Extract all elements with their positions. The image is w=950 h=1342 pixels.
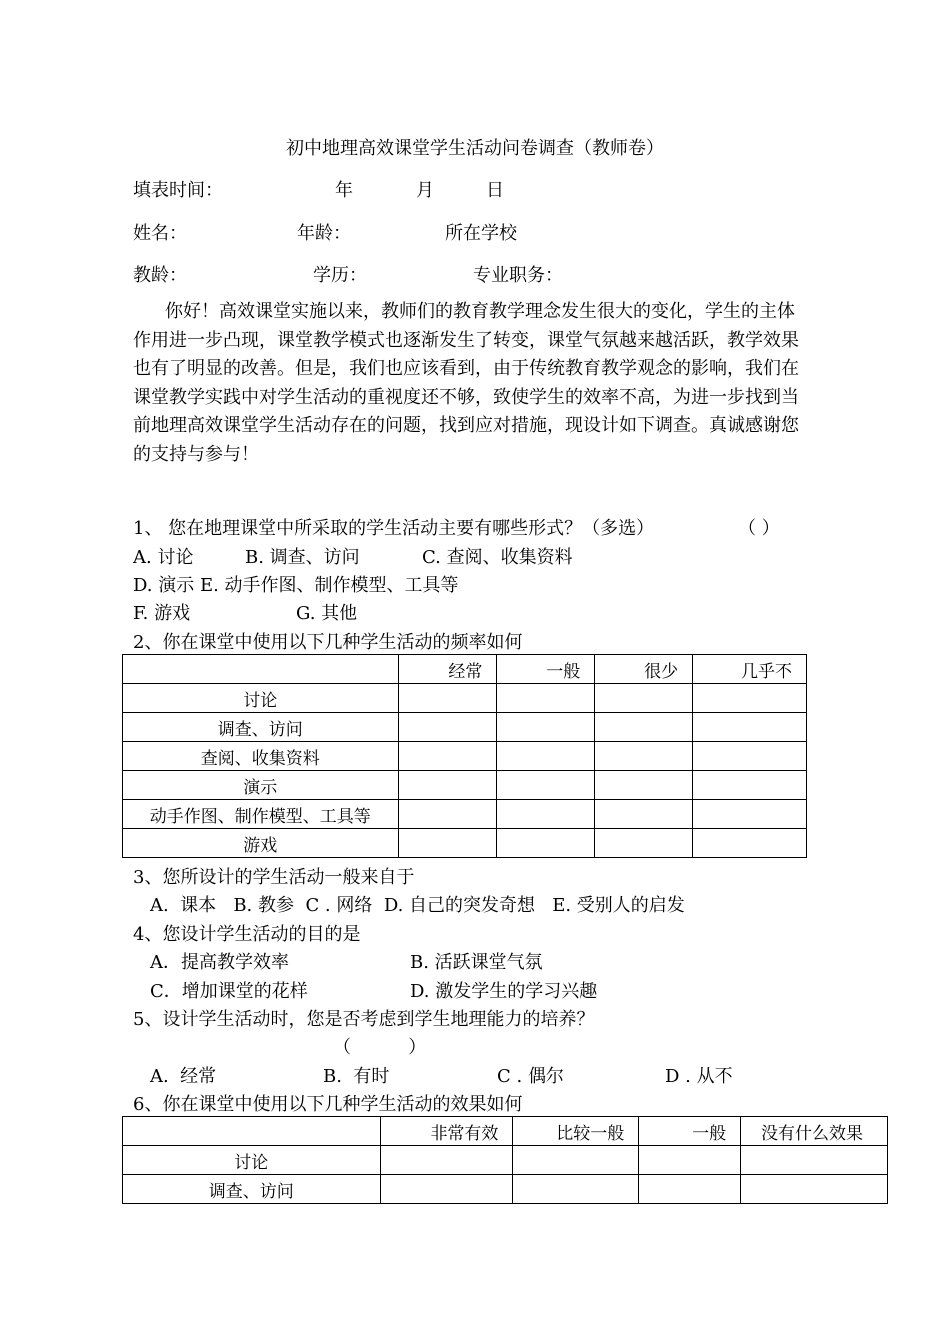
answer-cell[interactable] <box>595 800 693 829</box>
q4-option-a: A．提高教学效率 <box>150 952 289 973</box>
answer-cell[interactable] <box>595 829 693 858</box>
education-label: 学历： <box>313 265 367 286</box>
q1-option-f: F. 游戏 <box>133 603 191 624</box>
table-header-cell: 很少 <box>595 655 693 684</box>
table-header-row <box>123 1117 888 1146</box>
table-corner-cell <box>123 655 399 684</box>
month-label: 月 <box>416 180 434 201</box>
fill-time-label: 填表时间： <box>133 180 223 201</box>
table-row <box>123 771 807 800</box>
q1-option-b: B. 调查、访问 <box>245 547 360 568</box>
answer-cell[interactable] <box>497 742 595 771</box>
answer-cell[interactable] <box>380 1146 513 1175</box>
q2-frequency-table <box>122 654 807 858</box>
answer-cell[interactable] <box>741 1146 888 1175</box>
answer-cell[interactable] <box>693 713 807 742</box>
answer-cell[interactable] <box>398 800 497 829</box>
q3-text: 3、您所设计的学生活动一般来自于 <box>133 867 415 888</box>
answer-cell[interactable] <box>595 771 693 800</box>
table-header-row <box>123 655 807 684</box>
table-row <box>123 1146 888 1175</box>
q6-text: 6、你在课堂中使用以下几种学生活动的效果如何 <box>133 1094 523 1115</box>
row-label: 讨论 <box>123 1146 381 1175</box>
table-header-cell: 几乎不 <box>693 655 807 684</box>
answer-cell[interactable] <box>398 713 497 742</box>
row-label: 游戏 <box>123 829 399 858</box>
answer-cell[interactable] <box>639 1146 741 1175</box>
answer-cell[interactable] <box>693 684 807 713</box>
row-label: 讨论 <box>123 684 399 713</box>
answer-cell[interactable] <box>595 684 693 713</box>
row-label: 调查、访问 <box>123 1175 381 1204</box>
answer-cell[interactable] <box>693 829 807 858</box>
answer-cell[interactable] <box>741 1175 888 1204</box>
q4-option-b: B. 活跃课堂气氛 <box>410 952 543 973</box>
answer-cell[interactable] <box>380 1175 513 1204</box>
table-row <box>123 742 807 771</box>
table-header-cell: 经常 <box>398 655 497 684</box>
table-header-cell: 非常有效 <box>380 1117 513 1146</box>
q6-effect-table <box>122 1116 888 1204</box>
q4-option-c: C．增加课堂的花样 <box>150 981 308 1002</box>
table-row <box>123 713 807 742</box>
answer-cell[interactable] <box>398 684 497 713</box>
day-label: 日 <box>486 180 504 201</box>
q4-option-d: D. 激发学生的学习兴趣 <box>410 981 598 1002</box>
table-header-cell: 比较一般 <box>513 1117 639 1146</box>
q5-option-c: C . 偶尔 <box>497 1066 564 1087</box>
answer-cell[interactable] <box>693 800 807 829</box>
answer-cell[interactable] <box>398 771 497 800</box>
q1-text: 1、 您在地理课堂中所采取的学生活动主要有哪些形式？（多选） <box>133 518 655 539</box>
answer-cell[interactable] <box>398 829 497 858</box>
table-row <box>123 1175 888 1204</box>
q5-option-b: B. 有时 <box>323 1066 390 1087</box>
year-label: 年 <box>335 180 353 201</box>
q1-option-a: A. 讨论 <box>133 547 194 568</box>
q2-text: 2、你在课堂中使用以下几种学生活动的频率如何 <box>133 632 523 653</box>
q1-option-c: C. 查阅、收集资料 <box>422 547 573 568</box>
table-row <box>123 829 807 858</box>
page-title: 初中地理高效课堂学生活动问卷调查（教师卷） <box>286 138 664 159</box>
answer-cell[interactable] <box>693 771 807 800</box>
q1-answer-bracket: （ ） <box>738 518 780 539</box>
intro-paragraph: 你好！高效课堂实施以来，教师们的教育教学理念发生很大的变化，学生的主体作用进一步凸现，课堂教学模式也逐渐发生了转变，课堂气氛越来越活跃，教学效果也有了明显的改善。但是，我们也应该看到，由于传统教育教学观念的影响，我们在课堂教学实践中对学生活动的重视度还不够，致使学生的效率不高，为进一步找到当前地理高效课堂学生活动存在的问题，找到应对措施，现设计如下调查。真诚感谢您的支持与参与！ <box>133 301 799 465</box>
title-rank-label: 专业职务： <box>473 265 563 286</box>
answer-cell[interactable] <box>497 829 595 858</box>
q3-options: A. 课本 B. 教参 C . 网络 D. 自己的突发奇想 E. 受别人的启发 <box>150 895 685 916</box>
answer-cell[interactable] <box>639 1175 741 1204</box>
age-label: 年龄： <box>297 223 351 244</box>
answer-cell[interactable] <box>513 1146 639 1175</box>
row-label: 动手作图、制作模型、工具等 <box>123 800 399 829</box>
table-header-cell: 没有什么效果 <box>741 1117 888 1146</box>
answer-cell[interactable] <box>497 800 595 829</box>
row-label: 演示 <box>123 771 399 800</box>
teaching-age-label: 教龄： <box>133 265 187 286</box>
row-label: 调查、访问 <box>123 713 399 742</box>
answer-cell[interactable] <box>513 1175 639 1204</box>
table-header-cell: 一般 <box>639 1117 741 1146</box>
row-label: 查阅、收集资料 <box>123 742 399 771</box>
answer-cell[interactable] <box>497 713 595 742</box>
q4-text: 4、您设计学生活动的目的是 <box>133 924 361 945</box>
name-label: 姓名： <box>133 223 187 244</box>
table-row <box>123 684 807 713</box>
q5-option-a: A. 经常 <box>150 1066 217 1087</box>
q5-text: 5、设计学生活动时，您是否考虑到学生地理能力的培养？ <box>133 1009 595 1030</box>
q1-option-de: D. 演示 E. 动手作图、制作模型、工具等 <box>133 575 459 596</box>
answer-cell[interactable] <box>595 713 693 742</box>
answer-cell[interactable] <box>497 771 595 800</box>
answer-cell[interactable] <box>693 742 807 771</box>
q5-option-d: D . 从不 <box>665 1066 733 1087</box>
table-header-cell: 一般 <box>497 655 595 684</box>
table-corner-cell <box>123 1117 381 1146</box>
answer-cell[interactable] <box>398 742 497 771</box>
table-row <box>123 800 807 829</box>
school-label: 所在学校 <box>445 223 517 244</box>
answer-cell[interactable] <box>595 742 693 771</box>
q1-option-g: G. 其他 <box>296 603 358 624</box>
answer-cell[interactable] <box>497 684 595 713</box>
q5-answer-bracket: （ ） <box>333 1037 427 1058</box>
